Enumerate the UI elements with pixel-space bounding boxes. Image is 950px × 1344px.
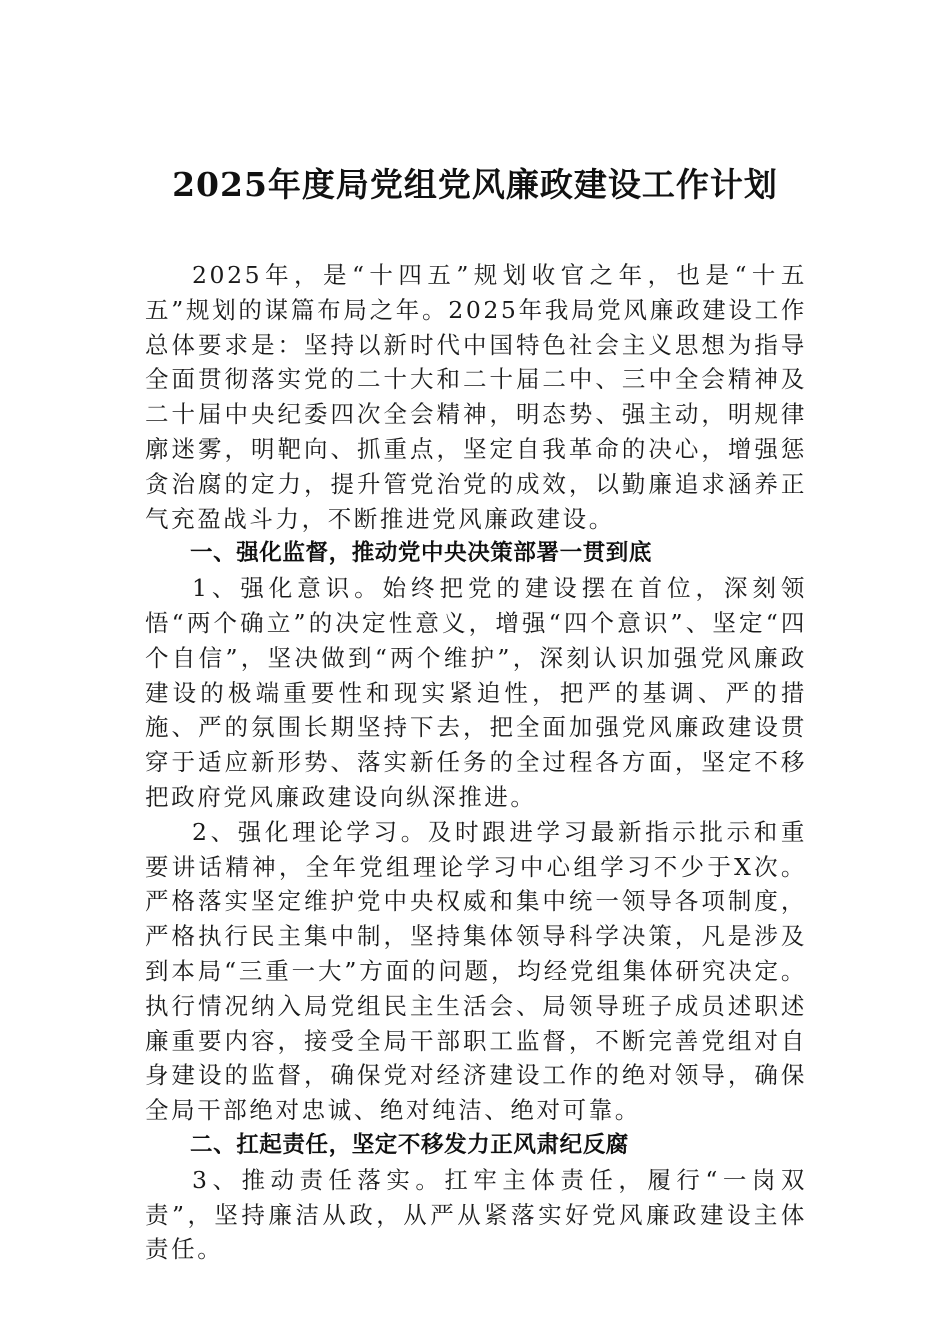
section-heading-1: 一、强化监督，推动党中央决策部署一贯到底 xyxy=(190,540,653,567)
section-heading-2: 二、扛起责任，坚定不移发力正风肃纪反腐 xyxy=(190,1131,629,1158)
document-body xyxy=(145,258,807,1267)
document-title: 2025年度局党组党风廉政建设工作计划 xyxy=(172,165,778,204)
paragraph-item-1: 1、强化意识。始终把党的建设摆在首位，深刻领悟“两个确立”的决定性意义，增强“四个意识”、坚定“四个自信”，坚决做到“两个维护”，深刻认识加强党风廉政建设的极端重要性和现实紧迫性，把严的基调、严的措施、严的氛围长期坚持下去，把全面加强党风廉政建设贯穿于适应新形势、落实新任务的全过程各方面，坚定不移把政府党风廉政建设向纵深推进。 xyxy=(145,574,807,811)
paragraph-item-2: 2、强化理论学习。及时跟进学习最新指示批示和重要讲话精神，全年党组理论学习中心组学习不少于X次。严格落实坚定维护党中央权威和集中统一领导各项制度，严格执行民主集中制，坚持集体领导科学决策，凡是涉及到本局“三重一大”方面的问题，均经党组集体研究决定。执行情况纳入局党组民主生活会、局领导班子成员述职述廉重要内容，接受全局干部职工监督，不断完善党组对自身建设的监督，确保党对经济建设工作的绝对领导，确保全局干部绝对忠诚、绝对纯洁、绝对可靠。 xyxy=(145,817,807,1125)
intro-paragraph: 2025年，是“十四五”规划收官之年，也是“十五五”规划的谋篇布局之年。2025年我局党风廉政建设工作总体要求是：坚持以新时代中国特色社会主义思想为指导全面贯彻落实党的二十大和二十届二中、三中全会精神及二十届中央纪委四次全会精神，明态势、强主动，明规律廓迷雾，明靶向、抓重点，坚定自我革命的决心，增强惩贪治腐的定力，提升管党治党的成效，以勤廉追求涵养正气充盈战斗力，不断推进党风廉政建设。 xyxy=(145,261,807,533)
paragraph-item-3: 3、推动责任落实。扛牢主体责任，履行“一岗双责”，坚持廉洁从政，从严从紧落实好党风廉政建设主体责任。 xyxy=(145,1165,807,1264)
